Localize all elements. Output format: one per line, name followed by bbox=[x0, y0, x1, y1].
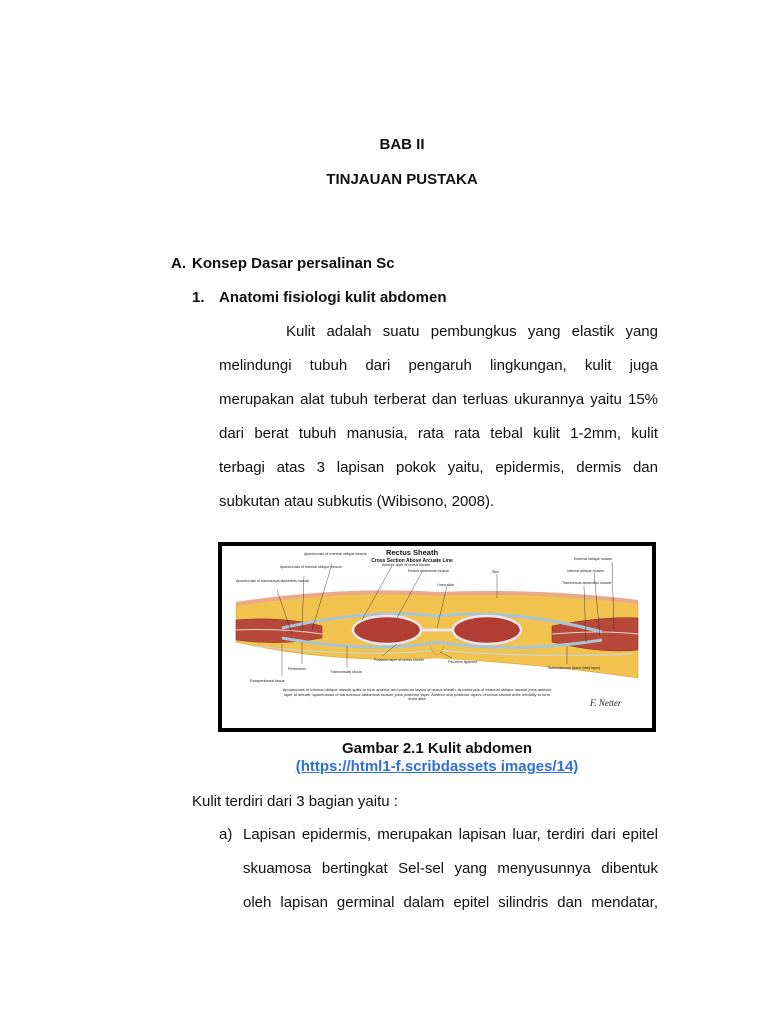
label-external-oblique: External oblique muscle bbox=[574, 557, 613, 561]
label-aponeurosis-transversus: Aponeurosis of transversus abdominis muscle bbox=[236, 579, 310, 583]
label-internal-oblique: Internal oblique muscle bbox=[567, 569, 604, 573]
subsection-1-label: 1. bbox=[192, 289, 205, 306]
list-a-label: a) bbox=[219, 826, 233, 843]
chapter-title: TINJAUAN PUSTAKA bbox=[326, 171, 478, 188]
paragraph-line: merupakan alat tubuh terberat dan terluas ukurannya yaitu 15% bbox=[219, 391, 658, 408]
figure-caption: Gambar 2.1 Kulit abdomen bbox=[341, 740, 533, 757]
paragraph-line: terbagi atas 3 lapisan pokok yaitu, epidermis, dermis dan bbox=[219, 459, 658, 476]
list-a-line: oleh lapisan germinal dalam epitel silindris dan mendatar, bbox=[243, 894, 658, 911]
label-extraperitoneal-fascia: Extraperitoneal fascia bbox=[250, 679, 285, 683]
paragraph-line: subkutan atau subkutis (Wibisono, 2008). bbox=[219, 493, 495, 510]
paragraph-line: melindungi tubuh dari pengaruh lingkungan, kulit juga bbox=[219, 357, 658, 374]
paragraph-line: Kulit adalah suatu pembungkus yang elastik yang bbox=[286, 323, 658, 340]
label-subcutaneous: Subcutaneous tissue (fatty layer) bbox=[548, 666, 601, 670]
subsection-1-title: Anatomi fisiologi kulit abdomen bbox=[219, 289, 447, 306]
chapter-number: BAB II bbox=[379, 136, 425, 153]
label-posterior-layer: Posterior layer of rectus sheath bbox=[374, 658, 424, 662]
label-transversus: Transversus abdominis muscle bbox=[562, 581, 612, 585]
figure-signature: F. Netter bbox=[590, 698, 622, 708]
abdomen-cross-section-illustration bbox=[222, 546, 652, 728]
figure-note: Aponeurosis of internal oblique muscle splits to form anterior and posterior layers of rectus sheath. Aponeurosis of external oblique muscle joins anterior layer of sheath; aponeurosis of transversus abdominis muscle joins posterior layer. Anterior and posterior layers of rectus sheath unite medially to form linea alba bbox=[282, 688, 552, 702]
figure-subtitle: Cross Section Above Arcuate Line bbox=[371, 558, 453, 564]
figure-source-link[interactable]: (https://html1-f.scribdassets images/14) bbox=[295, 758, 579, 775]
section-a-label: A. bbox=[171, 255, 186, 272]
label-transversalis-fascia: Transversalis fascia bbox=[330, 670, 362, 674]
label-peritoneum: Peritoneum bbox=[288, 667, 307, 671]
label-anterior-layer: Anterior layer of rectus sheath bbox=[382, 563, 430, 567]
label-skin: Skin bbox=[492, 570, 499, 574]
intro-text: Kulit terdiri dari 3 bagian yaitu : bbox=[192, 793, 398, 810]
list-a-line: skuamosa bertingkat Sel-sel yang menyusunnya dibentuk bbox=[243, 860, 658, 877]
paragraph-line: dari berat tubuh manusia, rata rata tebal kulit 1-2mm, kulit bbox=[219, 425, 658, 442]
label-linea-alba: Linea alba bbox=[437, 583, 454, 587]
figure-frame bbox=[218, 542, 656, 732]
label-falciform: Falciform ligament bbox=[448, 660, 478, 664]
label-aponeurosis-external: Aponeurosis of external oblique muscle bbox=[304, 552, 367, 556]
label-aponeurosis-internal: Aponeurosis of internal oblique muscle bbox=[280, 565, 342, 569]
left-rectus-muscle bbox=[353, 616, 421, 644]
right-rectus-muscle bbox=[453, 616, 521, 644]
list-a-line: Lapisan epidermis, merupakan lapisan luar, terdiri dari epitel bbox=[243, 826, 658, 843]
label-rectus-muscle: Rectus abdominis muscle bbox=[408, 569, 449, 573]
section-a-title: Konsep Dasar persalinan Sc bbox=[192, 255, 395, 272]
figure-title: Rectus Sheath bbox=[385, 548, 439, 557]
